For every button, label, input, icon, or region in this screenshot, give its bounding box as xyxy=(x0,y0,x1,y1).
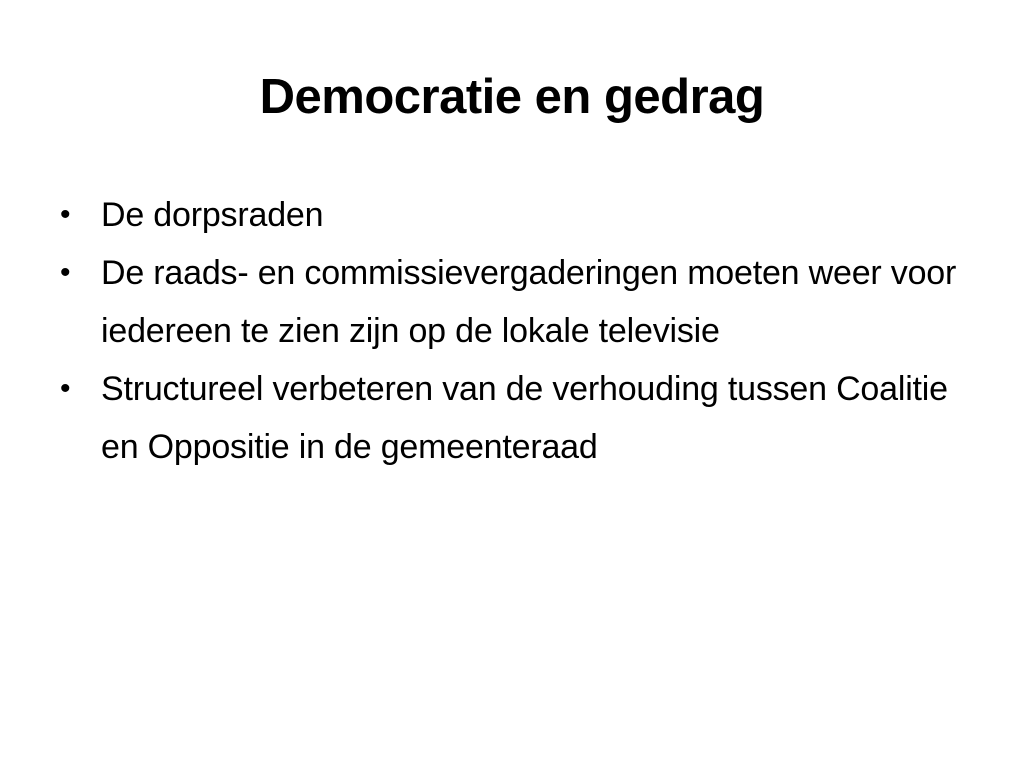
bullet-item xyxy=(60,186,980,244)
slide-title: Democratie en gedrag xyxy=(259,70,765,124)
bullet-text: Structureel verbeteren van de verhouding tussen Coalitie en Oppositie in de gemeenteraad xyxy=(101,370,948,466)
bullet-item xyxy=(60,360,980,476)
bullet-item xyxy=(60,244,980,360)
bullet-dot-icon: • xyxy=(60,198,71,231)
bullet-text: De dorpsraden xyxy=(101,196,324,234)
bullet-list xyxy=(60,186,980,476)
bullet-text: De raads- en commissievergaderingen moeten weer voor iedereen te zien zijn op de lokale televisie xyxy=(101,254,957,350)
bullet-dot-icon: • xyxy=(60,256,71,289)
bullet-dot-icon: • xyxy=(60,372,71,405)
